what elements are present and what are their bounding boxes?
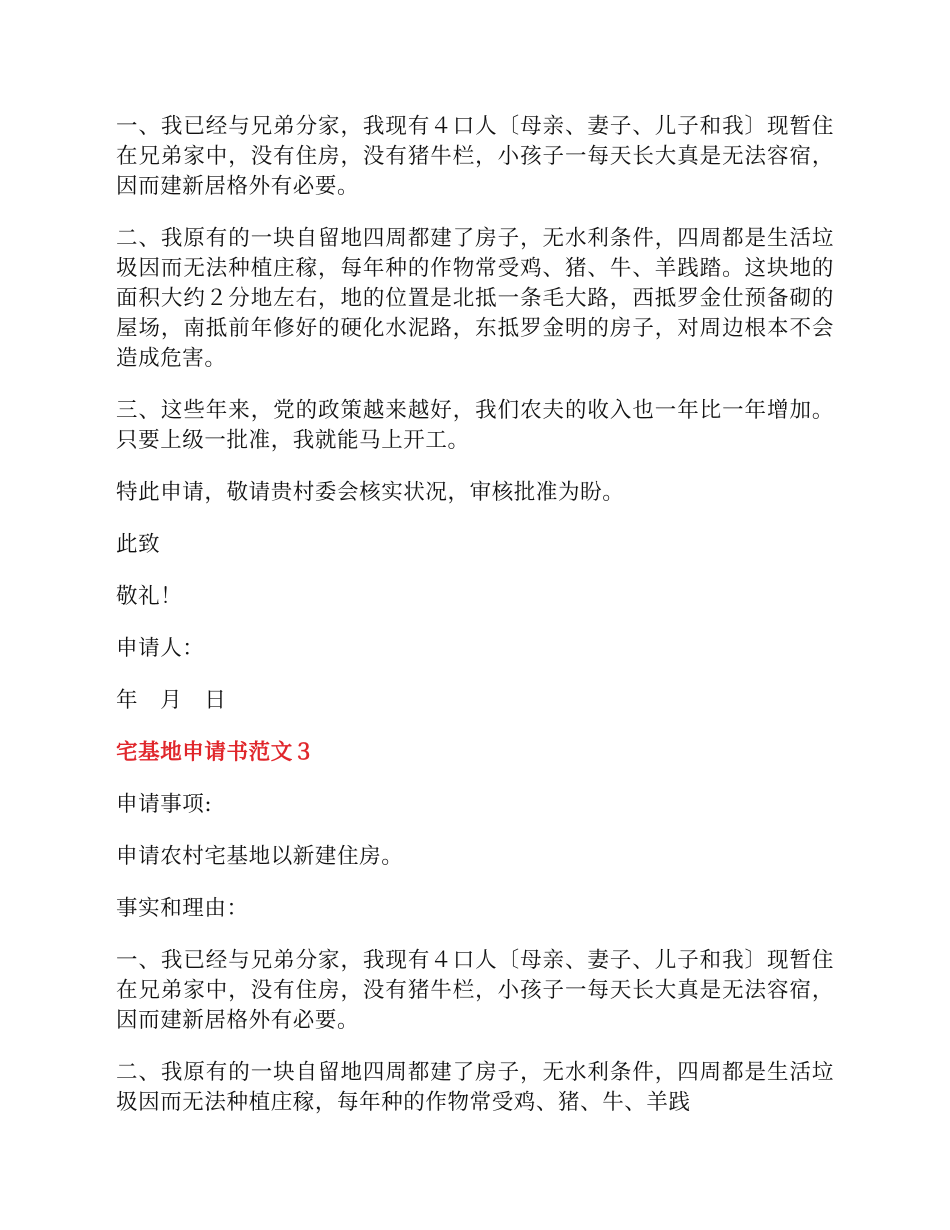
- paragraph-land-description-partial: 二、我原有的一块自留地四周都建了房子，无水利条件，四周都是生活垃圾因而无法种植庄稼，每年种的作物常受鸡、猪、牛、羊践: [116, 1060, 834, 1115]
- date-line: 年 月 日: [116, 688, 227, 713]
- closing-regards: 敬礼！: [116, 584, 183, 609]
- section-heading: 宅基地申请书范文３: [116, 740, 315, 765]
- application-item-content: 申请农村宅基地以新建住房。: [116, 844, 404, 869]
- paragraph-family-situation: 一、我已经与兄弟分家，我现有４口人〔母亲、妻子、儿子和我〕现暂住在兄弟家中，没有住房，没有猪牛栏，小孩子一每天长大真是无法容宿，因而建新居格外有必要。: [116, 114, 834, 199]
- applicant-label: 申请人：: [116, 636, 205, 661]
- paragraph-family-situation-repeat: 一、我已经与兄弟分家，我现有４口人〔母亲、妻子、儿子和我〕现暂住在兄弟家中，没有住房，没有猪牛栏，小孩子一每天长大真是无法容宿，因而建新居格外有必要。: [116, 948, 834, 1033]
- facts-reasons-label: 事实和理由：: [116, 896, 249, 921]
- paragraph-request: 特此申请，敬请贵村委会核实状况，审核批准为盼。: [116, 480, 625, 505]
- paragraph-land-description: 二、我原有的一块自留地四周都建了房子，无水利条件，四周都是生活垃圾因而无法种植庄稼，每年种的作物常受鸡、猪、牛、羊践踏。这块地的面积大约２分地左右，地的位置是北抵一条毛大路，西抵罗金仕预备砌的屋场，南抵前年修好的硬化水泥路，东抵罗金明的房子，对周边根本不会造成危害。: [116, 226, 834, 371]
- closing-salutation: 此致: [116, 532, 161, 557]
- paragraph-policy: 三、这些年来，党的政策越来越好，我们农夫的收入也一年比一年增加。只要上级一批准，我就能马上开工。: [116, 398, 834, 453]
- application-item-label: 申请事项:: [116, 792, 213, 817]
- document-page: [116, 112, 834, 1118]
